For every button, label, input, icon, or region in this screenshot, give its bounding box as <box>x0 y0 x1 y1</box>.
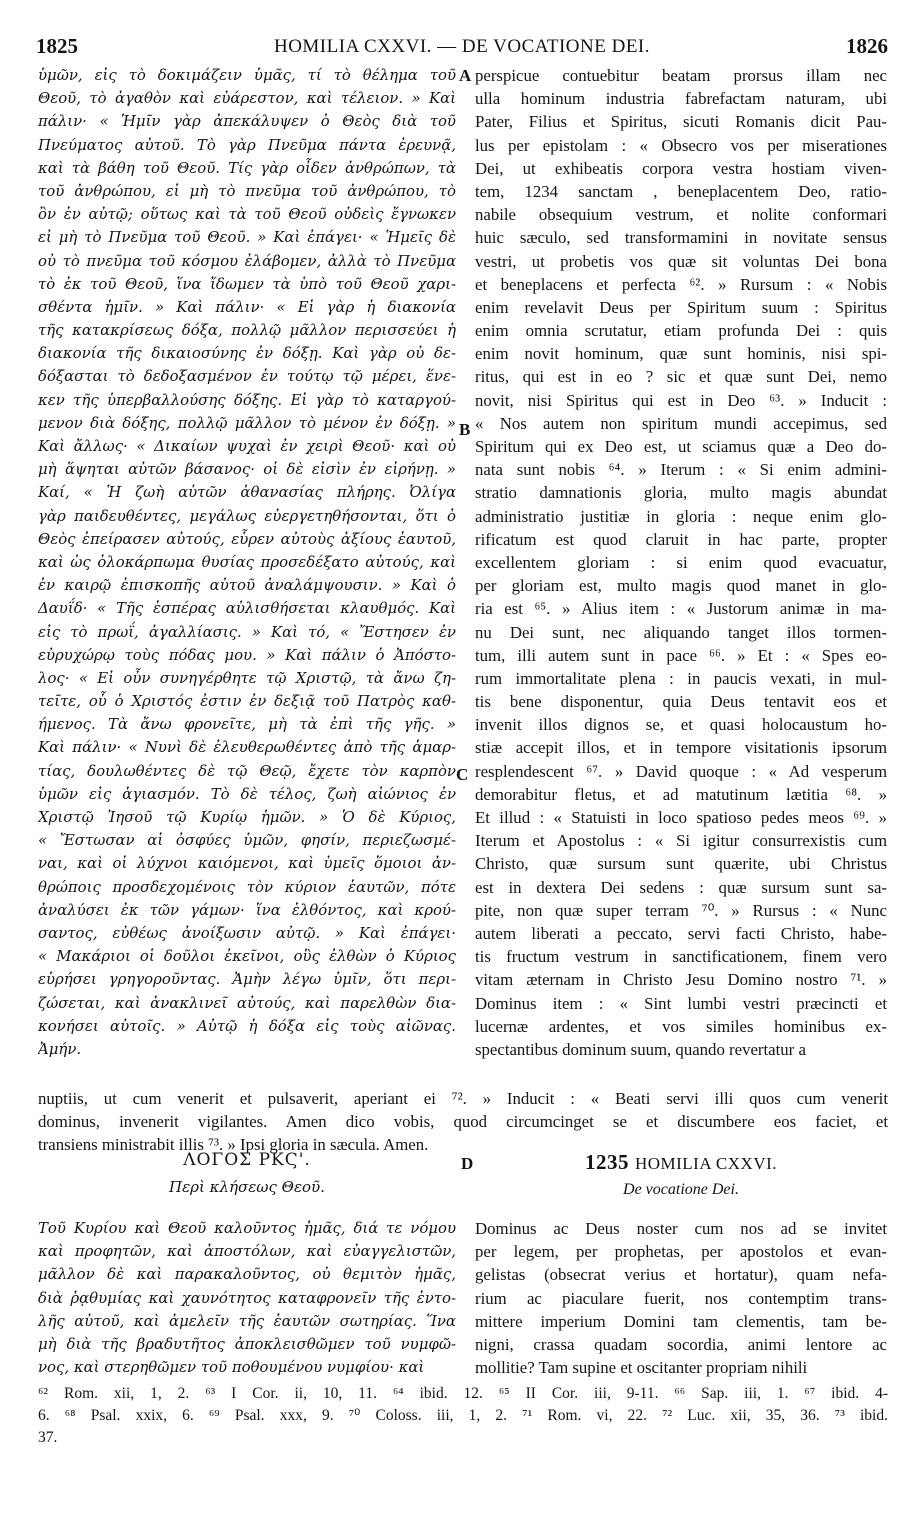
text-line: Ἀμήν. <box>38 1039 82 1058</box>
text-line: Dominus ac Deus noster cum nos ad se invitet <box>475 1219 887 1238</box>
text-line: tem, 1234 sanctam , beneplacentem Deo, ratio- <box>475 181 887 201</box>
text-line: εἰ μὴ τὸ Πνεῦμα τοῦ Θεοῦ. » Καὶ ἐπάγει· « Ἡμεῖς δὲ <box>38 228 456 247</box>
text-line: dominus, invenerit vigilantes. Amen dico vobis, quod circumcinget se et discumbere eos faciet, et <box>38 1112 888 1132</box>
text-line: enim omnia scrutatur, etiam profunda Dei : quis <box>475 321 887 341</box>
text-line: et beneplacens et perfecta ⁶². » Rursum : « Nobis <box>475 274 887 294</box>
text-line: novit, nisi Spiritus qui est in Deo ⁶³. » Inducit : <box>475 390 887 410</box>
text-line: μᾶλλον δὲ καὶ παρακαλοῦντος, οὐ θεμιτὸν ἡμᾶς, <box>38 1265 456 1284</box>
text-line: per legem, per prophetas, per apostolos et evan- <box>475 1242 887 1262</box>
text-line: Καὶ ἄλλως· « Δικαίων ψυχαὶ ἐν χειρὶ Θεοῦ· καὶ οὐ <box>38 437 456 455</box>
text-line: nigni, crassa quadam socordia, animi lentore ac <box>475 1334 887 1354</box>
text-line: transiens ministrabit illis ⁷³. » Ipsi gloria in sæcula. Amen. <box>38 1135 429 1155</box>
text-line: enim novit hominum, quæ sunt hominis, nisi spi- <box>475 344 887 364</box>
text-line: θρώποις προσδεχομένοις τὸν κύριον ἑαυτῶν, πότε <box>38 877 456 896</box>
latin-column-bottom <box>475 1217 887 1379</box>
text-line: per gloriam est, multo magis quod manet in glo- <box>475 576 887 596</box>
text-line: pite, non quæ super terram ⁷⁰. » Rursus : « Nunc <box>475 900 887 920</box>
text-line: μὴ διὰ τῆς βραδυτῆτος ἀποκλεισθῶμεν τοῦ νυμφῶ- <box>38 1334 456 1353</box>
text-line: « Ἔστωσαν αἱ ὀσφύες ὑμῶν, φησίν, περιεζωσμέ- <box>38 831 456 850</box>
text-line: Spiritum qui ex Deo est, ut sciamus quæ a Deo do- <box>475 437 887 456</box>
margin-letter-b: B <box>459 420 471 439</box>
text-line: Dominus item : « Sint lumbi vestri præcincti et <box>475 993 887 1013</box>
text-line: tis fructum vestrum in sanctificationem, finem vero <box>475 947 887 967</box>
text-line: λῆς αὐτοῦ, καὶ ἀμελεῖν τῆς ἑαυτῶν σωτηρίας. Ἵνα <box>38 1311 456 1330</box>
text-line: τίας, δουλωθέντες δὲ τῷ Θεῷ, ἔχετε τὸν καρπὸν <box>38 761 456 780</box>
text-line: δόξασται τὸ δεδοξασμένον ἐν τούτῳ τῷ μέρει, ἕνε- <box>38 367 456 386</box>
text-line: ζώσεται, καὶ ἀνακλινεῖ αὐτούς, καὶ παρελθὼν δια- <box>38 993 456 1012</box>
text-line: Pater, Filius et Spiritus, sicuti Romanis dicit Pau- <box>475 112 887 132</box>
text-line: « Nos autem non spiritum mundi accepimus, sed <box>475 413 887 433</box>
text-line: νος, καὶ στερηθῶμεν τοῦ ποθουμένου νυμφίου· καὶ <box>38 1358 425 1377</box>
text-line: λος· « Εἰ οὖν συνηγέρθητε τῷ Χριστῷ, τὰ ἄνω ζη- <box>38 668 456 687</box>
footnotes <box>38 1383 888 1449</box>
text-line: nabile obsequium vestrum, et nolite conformari <box>475 205 887 225</box>
text-line: resplendescent ⁶⁷. » David quoque : « Ad vesperum <box>475 761 887 781</box>
text-line: τοῦ ἀνθρώπου, εἰ μὴ τὸ πνεῦμα τοῦ ἀνθρώπου, τὸ <box>38 181 456 200</box>
text-line: ὑμῶν, εἰς τὸ δοκιμάζειν ὑμᾶς, τί τὸ θέλημα τοῦ <box>38 66 456 84</box>
text-line: excellentem gloriam : si enim quod evacuatur, <box>475 552 887 572</box>
latin-column-top <box>475 64 887 1061</box>
latin-homily-subtitle: De vocatione Dei. <box>623 1181 739 1198</box>
text-line: εὐρυχώρῳ τοὺς πόδας μου. » Καὶ πάλιν ὁ Ἀπόστο- <box>38 645 456 664</box>
text-line: administratio justitiæ in gloria : neque enim glo- <box>475 506 887 526</box>
text-line: ἐν καιρῷ ἐπισκοπῆς αὐτοῦ ἀναλάμψουσιν. » Καὶ ὁ <box>38 576 456 595</box>
text-line: γὰρ παιδευθέντες, μεγάλως εὐεργετηθήσονται, ὅτι ὁ <box>38 506 456 525</box>
greek-homily-title: ΛΟΓΟΣ ΡΚϚ'. <box>183 1150 311 1170</box>
text-line: invenit illos dignos se, et quasi holocaustum ho- <box>475 715 887 735</box>
text-line: κεν τῆς ὑπερβαλλούσης δόξης. Εἰ γὰρ τὸ καταργού- <box>38 390 456 409</box>
text-line: διακονία τῆς δικαιοσύνης ἐν δόξῃ. Καὶ γὰρ οὐ δε- <box>38 344 456 363</box>
text-line: ναι, καὶ οἱ λύχνοι καιόμενοι, καὶ ὑμεῖς ὅμοιοι ἀν- <box>38 854 456 873</box>
text-line: τὸ ἐκ τοῦ Θεοῦ, ἵνα ἴδωμεν τὰ ὑπὸ τοῦ Θεοῦ χαρι- <box>38 274 456 293</box>
text-line: Dei, ut exhibeatis corpora vestra hostiam viven- <box>475 158 887 178</box>
text-line: εὑρήσει γρηγοροῦντας. Ἀμὴν λέγω ὑμῖν, ὅτι περι- <box>38 970 456 989</box>
text-line: demorabitur fletus, et ad matutinum lætitia ⁶⁸. » <box>475 784 887 804</box>
text-line: ήμενος. Τὰ ἄνω φρονεῖτε, μὴ τὰ ἐπὶ τῆς γῆς. » <box>38 715 456 734</box>
text-line: τεῖτε, οὗ ὁ Χριστός ἐστιν ἐν δεξιᾷ τοῦ Πατρὸς καθ- <box>38 692 456 711</box>
latin-homily-title <box>475 1150 887 1175</box>
text-line: 6. ⁶⁸ Psal. xxix, 6. ⁶⁹ Psal. xxx, 9. ⁷⁰ Coloss. iii, 1, 2. ⁷¹ Rom. vi, 22. ⁷² Luc. xii, 35, 36. ⁷³ ibid. <box>38 1407 888 1424</box>
text-line: « Μακάριοι οἱ δοῦλοι ἐκεῖνοι, οὓς ἐλθὼν ὁ Κύριος <box>38 947 456 966</box>
text-line: διὰ ῥᾳθυμίας καὶ χαυνότητος καταφρονεῖν τῆς ἐντο- <box>38 1288 456 1307</box>
text-line: Καί, « Ἡ ζωὴ αὐτῶν ἀθανασίας πλήρης. Ὀλίγα <box>38 483 456 502</box>
text-line: nu Dei sunt, nec aliquando tanget illos tormen- <box>475 622 887 642</box>
text-line: 37. <box>38 1429 58 1446</box>
text-line: spectantibus dominum suum, quando revertatur a <box>475 1039 806 1059</box>
greek-column-bottom <box>38 1217 456 1379</box>
running-title: HOMILIA CXXVI. — DE VOCATIONE DEI. <box>273 36 651 57</box>
text-line: Χριστῷ Ἰησοῦ τῷ Κυρίῳ ἡμῶν. » Ὁ δὲ Κύριος, <box>38 808 456 826</box>
text-line: Δαυΐδ· « Τῆς ἑσπέρας αὐλισθήσεται κλαυθμός. Καὶ <box>38 599 456 618</box>
margin-letter-d: D <box>461 1154 474 1173</box>
text-line: nata sunt nobis ⁶⁴. » Iterum : « Si enim admini- <box>475 460 887 480</box>
text-line: σθέντα ἡμῖν. » Καὶ πάλιν· « Εἰ γὰρ ἡ διακονία <box>38 297 456 316</box>
text-line: Θεὸς ἐπείρασεν αὐτούς, εὗρεν αὐτοὺς ἀξίους ἑαυτοῦ, <box>38 529 456 548</box>
text-line: κονήσει αὐτοῖς. » Αὐτῷ ἡ δόξα εἰς τοὺς αἰῶνας. <box>38 1016 456 1035</box>
latin-homily-label: HOMILIA CXXVI. <box>634 1154 778 1173</box>
text-line: gelistas (obsecrat verius et hortatur), quam nefa- <box>475 1265 887 1285</box>
text-line: ὑμῶν εἰς ἁγιασμόν. Τὸ δὲ τέλος, ζωὴ αἰώνιος ἐν <box>38 784 456 803</box>
page-header <box>36 34 888 62</box>
text-line: mittere imperium Domini tam clementis, tam be- <box>475 1311 887 1331</box>
text-line: Πνεύματος αὐτοῦ. Τὸ γὰρ Πνεῦμα πάντα ἐρευνᾷ, <box>38 135 456 154</box>
text-line: ἀναλύσει ἐκ τῶν γάμων· ἵνα ἐλθόντος, καὶ κρού- <box>38 900 456 919</box>
text-line: autem liberati a peccato, servi facti Christo, habe- <box>475 923 887 943</box>
text-line: stiæ accepit illos, et in tempore visitationis ipsorum <box>475 738 887 758</box>
text-line: rificatum est quod claruit in hac parte, propter <box>475 529 887 549</box>
greek-homily-subtitle: Περὶ κλήσεως Θεοῦ. <box>169 1178 325 1196</box>
text-line: rum immortalitate plena : in paucis vexati, in mul- <box>475 668 887 688</box>
text-line: ⁶² Rom. xii, 1, 2. ⁶³ I Cor. ii, 10, 11. ⁶⁴ ibid. 12. ⁶⁵ II Cor. iii, 9-11. ⁶⁶ Sap. iii, 1. ⁶⁷ ibid. 4- <box>38 1385 888 1402</box>
text-line: vitam æternam in Christo Jesu Domino nostro ⁷¹. » <box>475 970 887 990</box>
page-number-left: 1825 <box>36 34 78 58</box>
page-number-right: 1826 <box>846 34 888 58</box>
text-line: Τοῦ Κυρίου καὶ Θεοῦ καλοῦντος ἡμᾶς, διά τε νόμου <box>38 1219 456 1237</box>
text-line: μενον διὰ δόξης, πολλῷ μᾶλλον τὸ μένον ἐν δόξῃ. » <box>38 413 456 432</box>
latin-continuation <box>38 1087 888 1157</box>
text-line: est in dextera Dei sedens : quæ sursum sunt sa- <box>475 877 887 897</box>
greek-homily-heading <box>38 1150 456 1196</box>
text-line: lucernæ ardentes, et vos similes hominibus ex- <box>475 1016 887 1036</box>
text-line: tum, illi autem sunt in pace ⁶⁶. » Et : « Spes eo- <box>475 645 887 665</box>
text-line: καὶ ὡς ὁλοκάρπωμα θυσίας προσεδέξατο αὐτούς, καὶ <box>38 552 456 571</box>
text-line: enim revelavit Deus per Spiritum suum : Spiritus <box>475 297 887 317</box>
text-line: tis bene disponentur, quia Deus tentavit eos et <box>475 692 887 712</box>
text-line: stratio damnationis gloria, multo magis abundat <box>475 483 887 503</box>
latin-homily-number: 1235 <box>584 1150 629 1174</box>
text-line: nuptiis, ut cum venerit et pulsaverit, aperiant ei ⁷². » Inducit : « Beati servi illi quos cum venerit <box>38 1089 888 1108</box>
greek-column-top <box>38 64 456 1061</box>
text-line: vestri, ut probetis vos quæ sit voluntas Dei bona <box>475 251 887 271</box>
text-line: mollitie? Tam supine et oscitanter propriam nihili <box>475 1358 808 1378</box>
text-line: ulla hominum industria fabrefactam naturam, ubi <box>475 89 887 109</box>
text-line: Christo, quæ sursum sunt quærite, ubi Christus <box>475 854 887 874</box>
text-line: Iterum et Apostolus : « Si igitur consurrexistis cum <box>475 831 887 851</box>
text-line: ὂν ἐν αὐτῷ; οὕτως καὶ τὰ τοῦ Θεοῦ οὐδεὶς ἔγνωκεν <box>38 205 456 224</box>
text-line: εἰς τὸ πρωΐ, ἀγαλλίασις. » Καὶ τό, « Ἔστησεν ἐν <box>38 622 456 641</box>
text-line: ritus, qui est in eo ? sic et quæ sunt Dei, nemo <box>475 367 887 387</box>
text-line: σαντος, εὐθέως ἀνοίξωσιν αὐτῷ. » Καὶ ἐπάγει· <box>38 923 456 942</box>
text-line: Καὶ πάλιν· « Νυνὶ δὲ ἐλευθερωθέντες ἀπὸ τῆς ἁμαρ- <box>38 738 456 757</box>
text-line: huic sæculo, sed transformamini in novitate sensus <box>475 228 887 248</box>
margin-letter-c: C <box>456 765 469 784</box>
text-line: lus per epistolam : « Obsecro vos per miserationes <box>475 135 887 155</box>
text-line: Θεοῦ, τὸ ἀγαθὸν καὶ εὐάρεστον, καὶ τέλειον. » Καὶ <box>38 89 456 108</box>
text-line: οὐ τὸ πνεῦμα τοῦ κόσμου ἐλάβομεν, ἀλλὰ τὸ Πνεῦμα <box>38 251 456 270</box>
latin-homily-heading <box>475 1150 887 1199</box>
margin-letter-a: A <box>459 66 472 85</box>
text-line: ria est ⁶⁵. » Alius item : « Justorum animæ in ma- <box>475 599 887 619</box>
text-line: μὴ ἅψηται αὐτῶν βάσανος· οἱ δὲ εἰσὶν ἐν εἰρήνῃ. » <box>38 460 456 479</box>
text-line: πάλιν· « Ἡμῖν γὰρ ἀπεκάλυψεν ὁ Θεὸς διὰ τοῦ <box>38 112 456 131</box>
text-line: τῆς κατακρίσεως δόξα, πολλῷ μᾶλλον περισσεύει ἡ <box>38 321 456 340</box>
text-line: καὶ προφητῶν, καὶ ἀποστόλων, καὶ εὐαγγελιστῶν, <box>38 1242 456 1261</box>
text-line: Et illud : « Statuisti in loco spatioso pedes meos ⁶⁹. » <box>475 808 887 827</box>
text-line: καὶ τὰ βάθη τοῦ Θεοῦ. Τίς γὰρ οἶδεν ἀνθρώπων, τὰ <box>38 158 456 177</box>
text-line: rium ac piaculare fuerit, nos contemptim trans- <box>475 1288 887 1308</box>
text-line: perspicue contuebitur beatam prorsus illam nec <box>475 66 887 85</box>
